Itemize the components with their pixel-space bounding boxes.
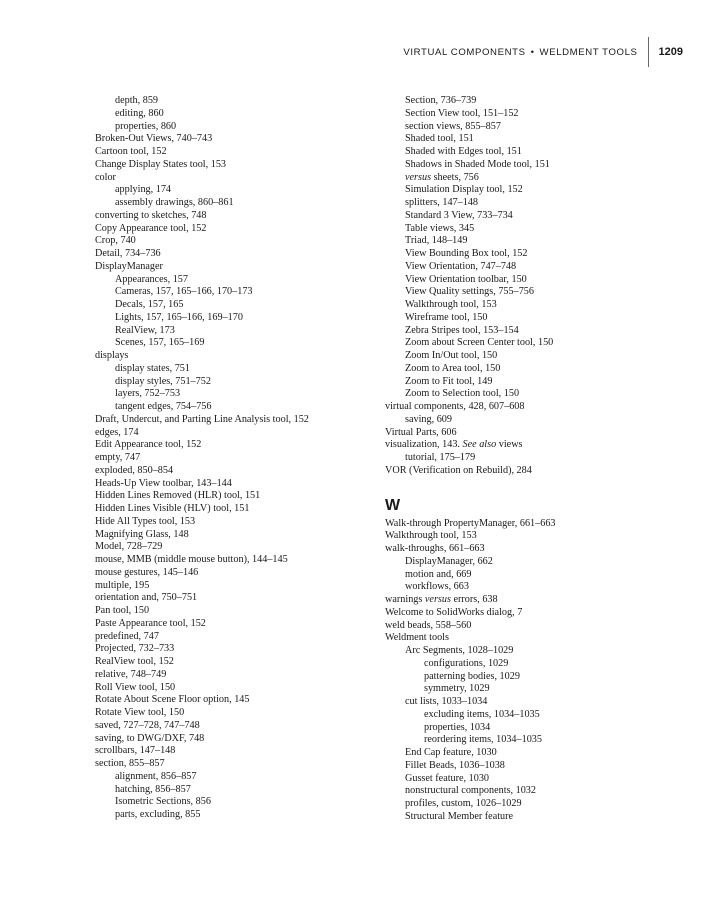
index-entry: saved, 727–728, 747–748 <box>95 719 200 731</box>
index-entry: workflows, 663 <box>405 581 469 593</box>
index-entry: Zoom about Screen Center tool, 150 <box>405 337 554 349</box>
index-entry: displays <box>95 350 129 361</box>
page-number: 1209 <box>658 46 683 58</box>
index-entry: section, 855–857 <box>95 758 165 769</box>
index-entry: saving, to DWG/DXF, 748 <box>95 732 205 744</box>
index-entry: reordering items, 1034–1035 <box>424 734 542 746</box>
index-entry: Heads-Up View toolbar, 143–144 <box>95 477 232 489</box>
index-entry: Gusset feature, 1030 <box>405 772 490 784</box>
index-entry: Walkthrough tool, 153 <box>405 299 497 310</box>
index-entry: virtual components, 428, 607–608 <box>385 401 525 412</box>
index-entry: Copy Appearance tool, 152 <box>95 222 207 234</box>
index-entry: parts, excluding, 855 <box>115 809 201 820</box>
index-entry: Wireframe tool, 150 <box>405 311 488 323</box>
index-entry: Standard 3 View, 733–734 <box>405 209 513 221</box>
index-entry: symmetry, 1029 <box>424 683 490 695</box>
index-entry: Virtual Parts, 606 <box>385 426 457 438</box>
index-entry: Edit Appearance tool, 152 <box>95 439 202 451</box>
index-entry: Weldment tools <box>385 632 449 644</box>
index-entry: Shaded tool, 151 <box>405 133 474 145</box>
index-entry: hatching, 856–857 <box>115 783 191 795</box>
index-entry: Shaded with Edges tool, 151 <box>405 146 522 157</box>
index-entry: Shadows in Shaded Mode tool, 151 <box>405 158 550 170</box>
index-entry: Isometric Sections, 856 <box>115 796 211 808</box>
index-entry: excluding items, 1034–1035 <box>424 708 540 720</box>
index-entry: Draft, Undercut, and Parting Line Analysis tool, 152 <box>95 413 309 425</box>
index-entry: Roll View tool, 150 <box>95 681 176 693</box>
index-entry: display states, 751 <box>115 362 190 374</box>
index-entry: exploded, 850–854 <box>95 464 174 476</box>
running-head-part2: WELDMENT TOOLS <box>539 46 638 58</box>
index-entry: profiles, custom, 1026–1029 <box>405 798 522 809</box>
index-entry: versus sheets, 756 <box>405 171 479 183</box>
index-entry: nonstructural components, 1032 <box>405 785 536 797</box>
index-entry: View Quality settings, 755–756 <box>405 286 534 298</box>
index-entry: Magnifying Glass, 148 <box>95 528 189 540</box>
index-entry: tutorial, 175–179 <box>405 452 476 463</box>
index-entry: splitters, 147–148 <box>405 197 479 208</box>
index-entry: Structural Member feature <box>405 810 514 822</box>
index-entry: View Bounding Box tool, 152 <box>405 248 528 259</box>
index-entry: display styles, 751–752 <box>115 375 211 387</box>
index-entry: Paste Appearance tool, 152 <box>95 617 206 629</box>
index-entry: Zoom to Area tool, 150 <box>405 362 501 374</box>
index-entry: Section View tool, 151–152 <box>405 107 519 119</box>
index-entry: configurations, 1029 <box>424 657 509 669</box>
index-entry: Appearances, 157 <box>115 273 188 285</box>
index-entry: Triad, 148–149 <box>405 235 468 247</box>
index-entry: layers, 752–753 <box>115 388 181 400</box>
index-entry: Rotate About Scene Floor option, 145 <box>95 694 250 706</box>
index-entry: converting to sketches, 748 <box>95 209 207 221</box>
index-entry: visualization, 143. See also views <box>385 439 523 451</box>
index-entry: warnings versus errors, 638 <box>385 594 498 605</box>
index-entry: assembly drawings, 860–861 <box>115 197 234 208</box>
index-entry: Cameras, 157, 165–166, 170–173 <box>115 286 253 298</box>
running-head-title <box>403 47 637 58</box>
index-entry: multiple, 195 <box>95 579 150 591</box>
index-entry: Zoom In/Out tool, 150 <box>405 350 498 361</box>
index-entry: Crop, 740 <box>95 235 136 247</box>
index-column-left <box>95 95 375 822</box>
index-entry: VOR (Verification on Rebuild), 284 <box>385 464 532 476</box>
index-entry: Hidden Lines Removed (HLR) tool, 151 <box>95 490 261 502</box>
running-head-separator: • <box>530 46 535 58</box>
index-entry: Scenes, 157, 165–169 <box>115 337 205 349</box>
index-entry: properties, 860 <box>115 120 177 132</box>
index-entry: Hidden Lines Visible (HLV) tool, 151 <box>95 503 250 514</box>
index-entry: Section, 736–739 <box>405 95 477 106</box>
index-entry: predefined, 747 <box>95 630 159 642</box>
index-entry: Fillet Beads, 1036–1038 <box>405 759 505 771</box>
index-entry: motion and, 669 <box>405 568 472 580</box>
running-head-part1: VIRTUAL COMPONENTS <box>403 46 526 58</box>
index-entry: Decals, 157, 165 <box>115 299 184 310</box>
index-entry: saving, 609 <box>405 413 452 425</box>
index-entry: Detail, 734–736 <box>95 248 161 259</box>
index-entry: color <box>95 171 116 183</box>
index-entry: End Cap feature, 1030 <box>405 747 497 758</box>
index-entry: cut lists, 1033–1034 <box>405 696 488 707</box>
index-entry: walk-throughs, 661–663 <box>385 543 485 554</box>
header-divider <box>648 37 649 67</box>
index-entry: RealView, 173 <box>115 324 175 336</box>
index-entry: edges, 174 <box>95 426 139 438</box>
index-entry: Zoom to Selection tool, 150 <box>405 388 520 400</box>
index-entry: Hide All Types tool, 153 <box>95 515 196 527</box>
index-entry: Change Display States tool, 153 <box>95 158 227 170</box>
index-entry: scrollbars, 147–148 <box>95 745 176 757</box>
index-entry: editing, 860 <box>115 107 164 119</box>
index-entry: Cartoon tool, 152 <box>95 146 167 157</box>
index-entry: orientation and, 750–751 <box>95 592 198 604</box>
index-entry: Zebra Stripes tool, 153–154 <box>405 324 519 336</box>
index-entry: Simulation Display tool, 152 <box>405 184 523 196</box>
index-entry: applying, 174 <box>115 184 172 196</box>
index-entry: Pan tool, 150 <box>95 605 150 616</box>
index-entry: View Orientation toolbar, 150 <box>405 273 527 285</box>
running-header <box>403 38 683 66</box>
index-entry: RealView tool, 152 <box>95 656 174 667</box>
index-entry: Welcome to SolidWorks dialog, 7 <box>385 606 523 618</box>
index-entry: Table views, 345 <box>405 222 475 234</box>
index-entry: empty, 747 <box>95 452 141 463</box>
index-entry: patterning bodies, 1029 <box>424 670 520 682</box>
index-entry: relative, 748–749 <box>95 668 167 680</box>
index-entry: View Orientation, 747–748 <box>405 260 517 272</box>
index-entry: DisplayManager, 662 <box>405 555 493 567</box>
index-entry: properties, 1034 <box>424 721 491 733</box>
index-entry: Lights, 157, 165–166, 169–170 <box>115 311 243 323</box>
index-entry: Rotate View tool, 150 <box>95 707 185 718</box>
index-entry: Projected, 732–733 <box>95 643 175 655</box>
index-column-right <box>385 95 685 824</box>
index-entry: Walk-through PropertyManager, 661–663 <box>385 517 556 529</box>
index-entry: depth, 859 <box>115 95 159 106</box>
index-entry: DisplayManager <box>95 260 163 272</box>
index-entry: Zoom to Fit tool, 149 <box>405 375 493 387</box>
index-entry: weld beads, 558–560 <box>385 619 472 631</box>
index-entry: alignment, 856–857 <box>115 770 197 782</box>
index-entry: Model, 728–729 <box>95 541 163 553</box>
index-entry: section views, 855–857 <box>405 120 501 132</box>
index-entry: mouse, MMB (middle mouse button), 144–145 <box>95 554 288 565</box>
index-entry: tangent edges, 754–756 <box>115 401 212 412</box>
section-letter-heading: W <box>385 496 401 514</box>
index-entry: Broken-Out Views, 740–743 <box>95 133 213 145</box>
index-entry: mouse gestures, 145–146 <box>95 566 199 578</box>
index-entry: Arc Segments, 1028–1029 <box>405 645 514 656</box>
index-entry: Walkthrough tool, 153 <box>385 530 477 542</box>
